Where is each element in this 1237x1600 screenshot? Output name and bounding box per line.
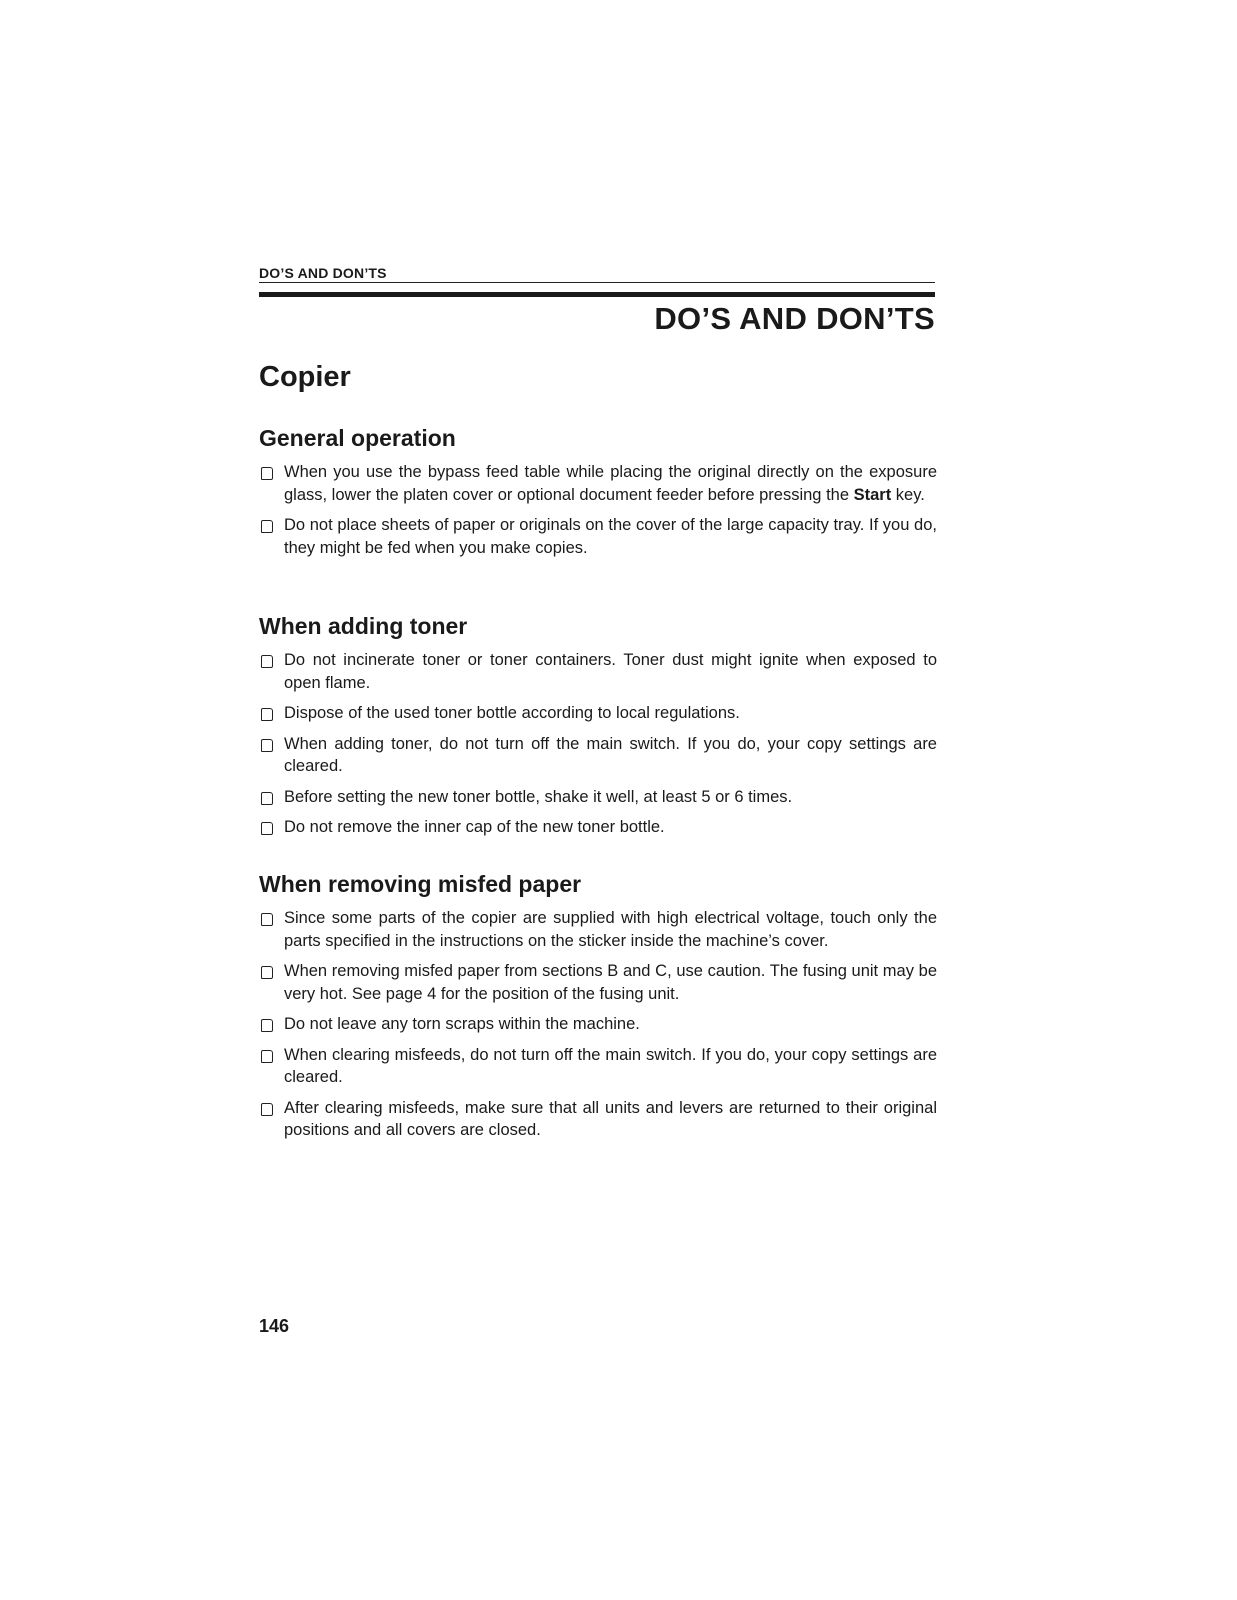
subsection-removing-misfed-paper (259, 871, 937, 1150)
subsection-title: General operation (259, 425, 456, 451)
page-title: DO’S AND DON’TS (654, 301, 935, 336)
list-item (259, 1044, 937, 1089)
list-item (259, 907, 937, 952)
checkbox-bullet-icon (261, 1050, 273, 1063)
checkbox-bullet-icon (261, 913, 273, 926)
subsection-general-operation (259, 425, 937, 567)
item-text: When adding toner, do not turn off the main switch. If you do, your copy settings are cleared. (284, 734, 937, 775)
item-text: When you use the bypass feed table while placing the original directly on the exposure glass, lower the platen cover or optional document feeder before pressing the (284, 463, 937, 504)
subsection-title: When adding toner (259, 613, 468, 639)
checkbox-bullet-icon (261, 708, 273, 721)
running-header: DO’S AND DON’TS (259, 265, 935, 283)
list-item (259, 1013, 937, 1036)
section-title: Copier (259, 361, 351, 393)
checkbox-bullet-icon (261, 467, 273, 480)
list-item (259, 461, 937, 506)
item-text: When removing misfed paper from sections B and C, use caution. The fusing unit may be very hot. See page 4 for the position of the fusing unit. (284, 962, 937, 1003)
page-number: 146 (259, 1316, 290, 1336)
item-text: Do not place sheets of paper or originals on the cover of the large capacity tray. If you do, they might be fed when you make copies. (284, 516, 937, 557)
item-text: When clearing misfeeds, do not turn off the main switch. If you do, your copy settings are cleared. (284, 1045, 937, 1086)
list-item (259, 816, 937, 839)
item-text-tail: key. (891, 485, 925, 504)
checkbox-bullet-icon (261, 792, 273, 805)
list-item (259, 733, 937, 778)
checkbox-bullet-icon (261, 1019, 273, 1032)
item-text: Do not incinerate toner or toner containers. Toner dust might ignite when exposed to open flame. (284, 651, 937, 692)
checkbox-bullet-icon (261, 822, 273, 835)
subsection-adding-toner (259, 613, 937, 847)
checkbox-bullet-icon (261, 966, 273, 979)
item-text: Do not leave any torn scraps within the machine. (284, 1015, 640, 1033)
list-item (259, 960, 937, 1005)
list-item (259, 649, 937, 694)
start-key-label: Start (853, 485, 892, 504)
checkbox-bullet-icon (261, 520, 273, 533)
header-rule (259, 292, 935, 297)
subsection-title: When removing misfed paper (259, 871, 582, 897)
item-text: After clearing misfeeds, make sure that all units and levers are returned to their original positions and all covers are closed. (284, 1098, 937, 1139)
item-text: Since some parts of the copier are supplied with high electrical voltage, touch only the parts specified in the instructions on the sticker inside the machine’s cover. (284, 909, 937, 950)
checkbox-bullet-icon (261, 1103, 273, 1116)
item-text: Do not remove the inner cap of the new toner bottle. (284, 818, 665, 836)
item-text: Dispose of the used toner bottle according to local regulations. (284, 704, 740, 722)
list-item (259, 702, 937, 725)
list-item (259, 786, 937, 809)
list-item (259, 1097, 937, 1142)
list-item (259, 514, 937, 559)
checkbox-bullet-icon (261, 655, 273, 668)
checkbox-bullet-icon (261, 739, 273, 752)
item-text: Before setting the new toner bottle, shake it well, at least 5 or 6 times. (284, 787, 793, 806)
